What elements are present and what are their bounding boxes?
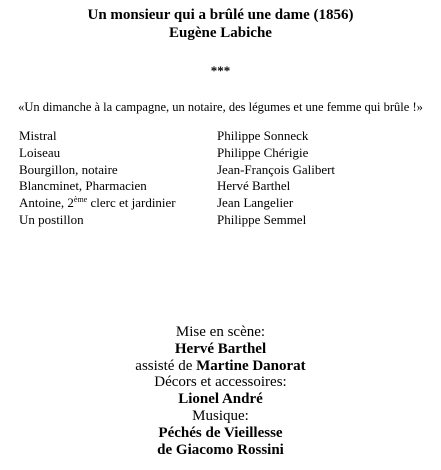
cast-actor: Hervé Barthel xyxy=(217,178,291,194)
cast-role-ordinal: ème xyxy=(73,195,88,205)
cast-role: Mistral xyxy=(19,128,57,143)
cast-actor: Jean-François Galibert xyxy=(217,161,336,177)
cast-actor: Philippe Sonneck xyxy=(217,128,309,143)
music-label: Musique: xyxy=(192,407,249,424)
sets-label: Décors et accessoires: xyxy=(154,374,287,391)
cast-role: Blancminet, Pharmacien xyxy=(19,178,147,194)
cast-row xyxy=(19,128,429,145)
cast-role: Loiseau xyxy=(19,144,61,160)
assisted-label: assisté de xyxy=(135,357,197,374)
cast-row xyxy=(19,178,429,195)
staging-label: Mise en scène: xyxy=(175,324,266,340)
cast-row xyxy=(19,195,429,212)
credits-block xyxy=(0,324,441,458)
assistant-name: Martine Danorat xyxy=(196,357,306,374)
cast-role: Bourgillon, notaire xyxy=(19,161,118,177)
cast-role-suffix: clerc et jardinier xyxy=(87,195,176,211)
tagline: «Un dimanche à la campagne, un notaire, des légumes et une femme qui brûle !» xyxy=(18,100,423,114)
director-line xyxy=(0,341,441,358)
director-name: Hervé Barthel xyxy=(174,340,267,357)
cast-actor: Philippe Chérigie xyxy=(217,144,309,160)
music-title: Péchés de Vieillesse xyxy=(158,424,283,441)
cast-row xyxy=(19,145,429,162)
sets-line xyxy=(0,391,441,408)
cast-list xyxy=(19,128,429,229)
cast-role: Un postillon xyxy=(19,211,84,227)
music-composer-line xyxy=(0,442,441,459)
music-composer: de Giacomo Rossini xyxy=(157,441,284,458)
cast-actor: Jean Langelier xyxy=(217,195,294,211)
play-title: Un monsieur qui a brûlé une dame (1856) xyxy=(87,7,354,23)
cast-row xyxy=(19,162,429,179)
cast-actor: Philippe Semmel xyxy=(217,211,307,227)
cast-role xyxy=(19,195,217,212)
assistant-line xyxy=(0,358,441,375)
section-separator: *** xyxy=(210,63,231,78)
cast-role-prefix: Antoine, 2 xyxy=(19,195,74,211)
music-title-line xyxy=(0,425,441,442)
sets-designer-name: Lionel André xyxy=(178,391,263,408)
author-name: Eugène Labiche xyxy=(169,25,272,41)
cast-row xyxy=(19,212,429,229)
